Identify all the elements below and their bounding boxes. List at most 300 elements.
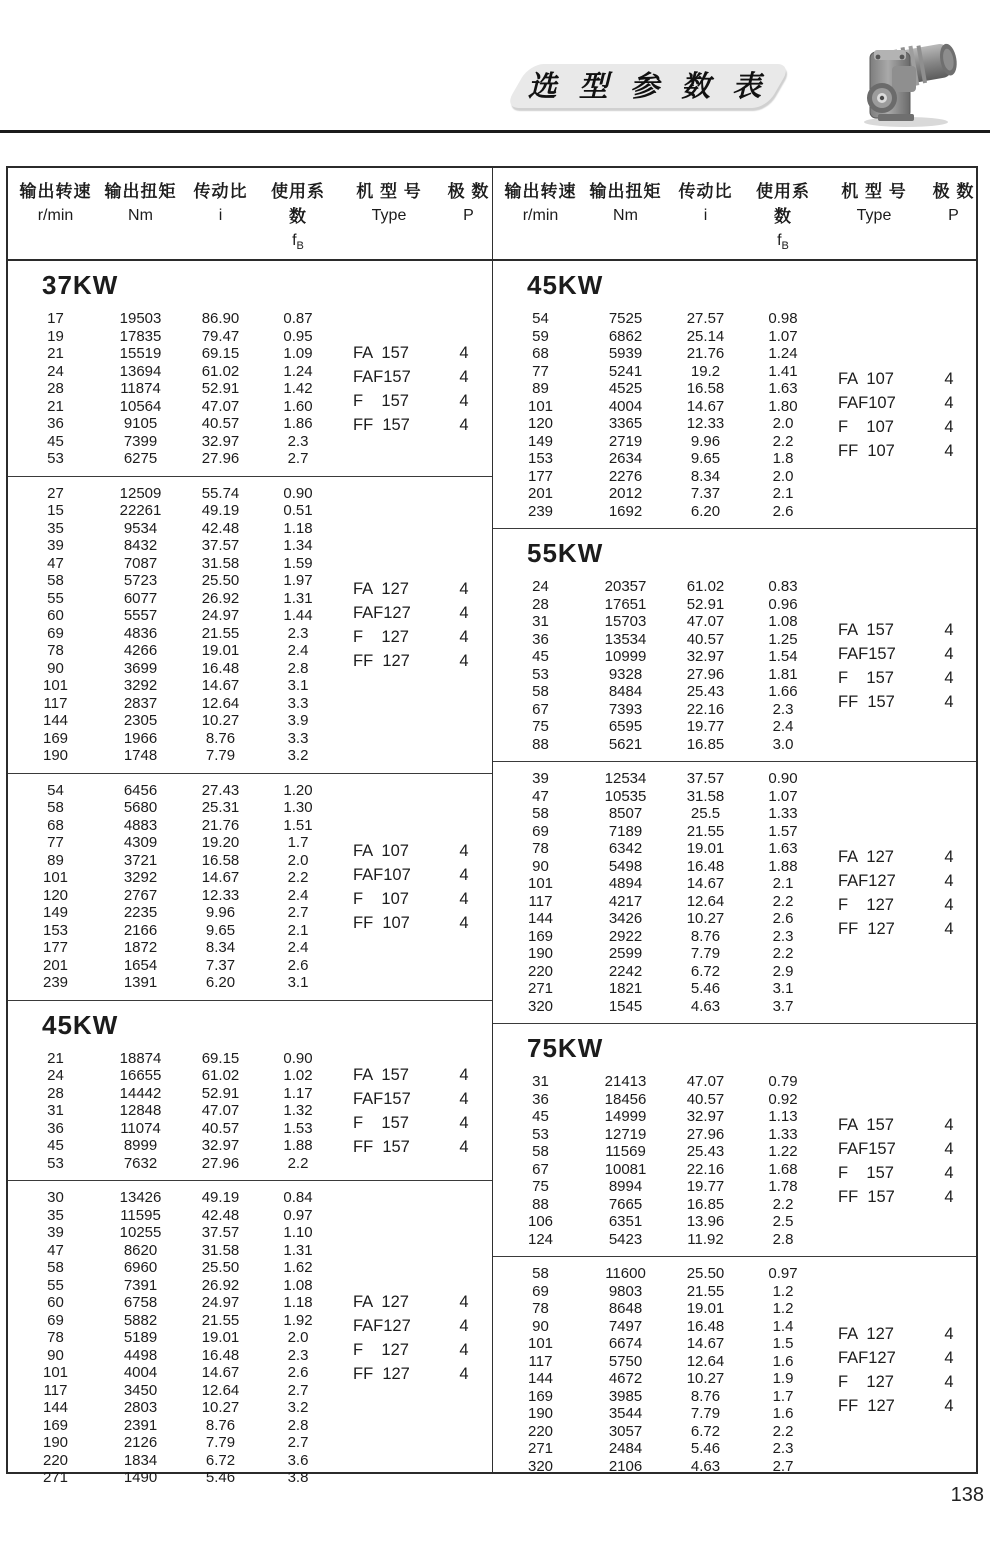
cell-value: 24.97 (201, 1294, 240, 1312)
cell-value: 27.43 (201, 781, 240, 799)
cell-value: 2.3 (287, 624, 309, 642)
table-row (8, 537, 333, 555)
data-rows (493, 770, 818, 1015)
type-row (838, 1394, 976, 1418)
cell-value: 2391 (123, 1416, 158, 1434)
table-row (8, 415, 333, 433)
cell-value: 1.86 (283, 415, 313, 433)
cell-value: 11.92 (687, 1230, 724, 1248)
cell-value: 117 (43, 1381, 68, 1399)
cell-value: 2837 (123, 694, 158, 712)
cell-value: 9.96 (690, 432, 721, 450)
table-row (8, 1224, 333, 1242)
cell-value: 1834 (123, 1451, 158, 1469)
cell-value: 1.57 (768, 822, 798, 840)
cell-value: 2.0 (772, 467, 794, 485)
type-label: FF 127 (353, 1364, 410, 1383)
type-row (353, 601, 492, 625)
table-row (8, 1242, 333, 1260)
pole-count: 4 (459, 841, 469, 860)
data-block (493, 1256, 976, 1483)
cell-value: 1.63 (768, 840, 798, 858)
cell-value: 58 (532, 1143, 549, 1161)
cell-value: 24 (47, 1067, 64, 1085)
table-row (8, 922, 333, 940)
cell-value: 0.79 (768, 1073, 798, 1091)
pole-count: 4 (944, 1349, 954, 1368)
cell-value: 3.1 (287, 677, 309, 695)
type-row (353, 839, 492, 863)
type-row (353, 341, 492, 365)
cell-value: 90 (532, 1317, 549, 1335)
cell-value: 6351 (608, 1213, 643, 1231)
cell-value: 3.0 (772, 735, 794, 753)
cell-value: 25.50 (201, 572, 240, 590)
type-label: F 157 (838, 668, 894, 687)
data-block (8, 302, 492, 476)
table-row (8, 1120, 333, 1138)
cell-value: 4309 (123, 834, 158, 852)
cell-value: 2.3 (772, 927, 794, 945)
type-row (838, 666, 976, 690)
cell-value: 88 (532, 735, 549, 753)
pole-count: 4 (944, 919, 954, 938)
cell-value: 40.57 (686, 630, 725, 648)
cell-value: 1.34 (283, 537, 313, 555)
cell-value: 1545 (608, 997, 643, 1015)
table-row (8, 799, 333, 817)
cell-value: 25.31 (201, 799, 240, 817)
cell-value: 21.55 (201, 624, 240, 642)
table-row (493, 1196, 818, 1214)
cell-value: 271 (42, 1469, 69, 1487)
cell-value: 1.30 (283, 799, 313, 817)
table-row (8, 328, 333, 346)
pole-count: 4 (459, 1340, 469, 1359)
type-label: FAF107 (353, 865, 411, 884)
cell-value: 117 (528, 892, 553, 910)
cell-value: 4004 (123, 1364, 158, 1382)
power-section-37kw (8, 261, 492, 1000)
table-row (493, 345, 818, 363)
cell-value: 12509 (119, 484, 162, 502)
table-row (493, 1300, 818, 1318)
cell-value: 0.98 (768, 310, 798, 328)
cell-value: 1.20 (283, 781, 313, 799)
table-row (493, 1458, 818, 1476)
column-header-en: P (948, 207, 959, 224)
cell-value: 31 (532, 1073, 549, 1091)
cell-value: 169 (527, 927, 554, 945)
cell-value: 2.2 (772, 1195, 794, 1213)
column-header-en: Nm (128, 207, 153, 224)
cell-value: 40.57 (201, 415, 240, 433)
cell-value: 15 (47, 502, 64, 520)
table-row (8, 485, 333, 503)
type-label: FA 127 (838, 847, 894, 866)
table-row (493, 1231, 818, 1249)
pole-count: 4 (944, 620, 954, 639)
data-block (8, 1042, 492, 1181)
column-header (178, 177, 263, 252)
cell-value: 2.5 (772, 1213, 794, 1231)
type-label: FAF127 (353, 603, 411, 622)
cell-value: 16.85 (686, 1195, 725, 1213)
cell-value: 25.50 (686, 1265, 725, 1283)
cell-value: 47.07 (686, 1073, 725, 1091)
table-row (493, 1318, 818, 1336)
table-row (8, 1277, 333, 1295)
cell-value: 27.57 (686, 310, 725, 328)
pole-count: 4 (944, 1139, 954, 1158)
type-label: FF 157 (353, 1137, 410, 1156)
cell-value: 1.07 (768, 787, 798, 805)
type-row (353, 1362, 492, 1386)
cell-value: 69 (47, 1311, 64, 1329)
table-row (493, 450, 818, 468)
cell-value: 9328 (608, 665, 643, 683)
type-row (838, 642, 976, 666)
cell-value: 7632 (123, 1154, 158, 1172)
cell-value: 45 (532, 1108, 549, 1126)
cell-value: 2767 (123, 886, 158, 904)
cell-value: 5498 (608, 857, 643, 875)
table-row (493, 998, 818, 1016)
table-row (8, 1469, 333, 1487)
type-label: FAF157 (353, 1089, 411, 1108)
table-row (493, 1283, 818, 1301)
pole-count: 4 (944, 442, 954, 461)
cell-value: 2.6 (287, 1364, 309, 1382)
cell-value: 14.67 (201, 1364, 240, 1382)
cell-value: 21 (47, 345, 64, 363)
column-header (263, 177, 333, 252)
cell-value: 7391 (123, 1276, 158, 1294)
table-row (8, 1155, 333, 1173)
cell-value: 7.79 (690, 1405, 721, 1423)
cell-value: 1.9 (772, 1370, 794, 1388)
cell-value: 7.79 (690, 945, 721, 963)
data-rows (493, 1265, 818, 1475)
cell-value: 11074 (120, 1119, 161, 1137)
table-row (493, 980, 818, 998)
cell-value: 30 (47, 1189, 64, 1207)
table-row (8, 1312, 333, 1330)
cell-value: 3.6 (287, 1451, 309, 1469)
table-row (8, 1294, 333, 1312)
table-row (493, 433, 818, 451)
cell-value: 0.90 (283, 1049, 313, 1067)
cell-value: 4836 (123, 624, 158, 642)
cell-value: 20357 (604, 578, 647, 596)
cell-value: 53 (47, 450, 64, 468)
table-row (8, 1189, 333, 1207)
cell-value: 22.16 (686, 1160, 725, 1178)
data-rows (493, 578, 818, 753)
table-row (493, 875, 818, 893)
title-banner (505, 64, 790, 110)
table-row (493, 1213, 818, 1231)
column-header-cn: 输出扭矩 (104, 182, 177, 201)
type-label: F 127 (838, 1373, 894, 1392)
cell-value: 89 (47, 851, 64, 869)
type-row (838, 618, 976, 642)
table-row (8, 363, 333, 381)
cell-value: 2.2 (772, 1422, 794, 1440)
column-header-cn: 传动比 (193, 182, 248, 201)
type-list (333, 341, 492, 437)
cell-value: 25.50 (201, 1259, 240, 1277)
type-row (353, 1290, 492, 1314)
table-row (8, 712, 333, 730)
table-row (493, 1440, 818, 1458)
cell-value: 169 (527, 1387, 554, 1405)
column-header (103, 177, 178, 252)
pole-count: 4 (944, 1163, 954, 1182)
cell-value: 2.0 (772, 415, 794, 433)
table-row (8, 817, 333, 835)
cell-value: 2.7 (287, 1381, 309, 1399)
column-header-cn: 极 数 (447, 182, 490, 201)
cell-value: 0.97 (768, 1265, 798, 1283)
table-row (493, 945, 818, 963)
data-block (8, 1180, 492, 1495)
cell-value: 52.91 (201, 380, 240, 398)
pole-count: 4 (944, 394, 954, 413)
power-section-45kw (493, 261, 976, 528)
cell-value: 19 (47, 327, 64, 345)
cell-value: 22.16 (686, 700, 725, 718)
cell-value: 7665 (608, 1195, 643, 1213)
pole-count: 4 (944, 1397, 954, 1416)
table-row (8, 590, 333, 608)
cell-value: 47.07 (201, 1102, 240, 1120)
cell-value: 12848 (119, 1102, 162, 1120)
cell-value: 6.20 (205, 974, 236, 992)
column-header (333, 177, 445, 252)
data-block (493, 302, 976, 528)
cell-value: 25.5 (690, 805, 721, 823)
type-list (818, 1113, 976, 1209)
column-header (748, 177, 818, 252)
cell-value: 271 (527, 980, 554, 998)
cell-value: 7.79 (205, 747, 236, 765)
cell-value: 12.33 (201, 886, 240, 904)
cell-value: 8484 (608, 683, 643, 701)
cell-value: 0.87 (283, 310, 313, 328)
table-row (493, 1143, 818, 1161)
cell-value: 58 (532, 683, 549, 701)
table-column-right (492, 168, 976, 1475)
type-label: FF 107 (838, 442, 895, 461)
table-row (8, 450, 333, 468)
cell-value: 4883 (123, 816, 158, 834)
cell-value: 10.27 (686, 1370, 725, 1388)
table-row (8, 572, 333, 590)
cell-value: 52.91 (201, 1084, 240, 1102)
cell-value: 31 (47, 1102, 64, 1120)
cell-value: 6.72 (690, 962, 721, 980)
cell-value: 58 (47, 799, 64, 817)
power-section-label: 45KW (42, 1009, 119, 1040)
cell-value: 2166 (123, 921, 158, 939)
cell-value: 54 (47, 781, 64, 799)
cell-value: 1748 (123, 747, 158, 765)
table-row (493, 596, 818, 614)
type-label: FA 157 (353, 1065, 409, 1084)
cell-value: 1.78 (768, 1178, 798, 1196)
cell-value: 32.97 (686, 648, 725, 666)
table-row (8, 555, 333, 573)
table-row (493, 380, 818, 398)
cell-value: 6758 (123, 1294, 158, 1312)
table-row (493, 503, 818, 521)
table-row (8, 1259, 333, 1277)
cell-value: 239 (42, 974, 69, 992)
pole-count: 4 (944, 1325, 954, 1344)
type-label: FF 127 (838, 919, 895, 938)
data-rows (8, 782, 333, 992)
cell-value: 14.67 (201, 677, 240, 695)
pole-count: 4 (944, 1115, 954, 1134)
cell-value: 3057 (608, 1422, 643, 1440)
cell-value: 0.84 (283, 1189, 313, 1207)
cell-value: 2.4 (287, 939, 309, 957)
table-row (493, 1335, 818, 1353)
cell-value: 45 (532, 648, 549, 666)
cell-value: 1.08 (283, 1276, 313, 1294)
cell-value: 2106 (608, 1457, 643, 1475)
cell-value: 2.2 (772, 945, 794, 963)
table-row (8, 1434, 333, 1452)
type-label: FAF157 (838, 1139, 896, 1158)
table-row (8, 625, 333, 643)
cell-value: 2922 (608, 927, 643, 945)
table-row (8, 939, 333, 957)
cell-value: 28 (532, 595, 549, 613)
cell-value: 8994 (608, 1178, 643, 1196)
cell-value: 3292 (123, 677, 158, 695)
cell-value: 2.4 (287, 886, 309, 904)
table-row (493, 613, 818, 631)
cell-value: 12.64 (201, 1381, 240, 1399)
table-row (493, 1423, 818, 1441)
cell-value: 21.55 (686, 822, 725, 840)
cell-value: 3.1 (287, 974, 309, 992)
page-number: 138 (950, 1484, 984, 1506)
cell-value: 10535 (604, 787, 647, 805)
table-row (493, 736, 818, 754)
cell-value: 11569 (605, 1143, 646, 1161)
cell-value: 6342 (608, 840, 643, 858)
cell-value: 8.76 (205, 1416, 236, 1434)
table-row (8, 1085, 333, 1103)
cell-value: 2242 (608, 962, 643, 980)
cell-value: 149 (42, 904, 69, 922)
cell-value: 101 (527, 397, 554, 415)
cell-value: 4.63 (690, 997, 721, 1015)
pole-count: 4 (459, 651, 469, 670)
cell-value: 2.4 (287, 642, 309, 660)
table-row (8, 782, 333, 800)
cell-value: 6.72 (690, 1422, 721, 1440)
cell-value: 220 (42, 1451, 69, 1469)
cell-value: 2.3 (772, 700, 794, 718)
cell-value: 58 (47, 1259, 64, 1277)
cell-value: 58 (532, 1265, 549, 1283)
cell-value: 61.02 (686, 578, 725, 596)
cell-value: 21.55 (201, 1311, 240, 1329)
cell-value: 61.02 (201, 1067, 240, 1085)
cell-value: 5680 (123, 799, 158, 817)
cell-value: 10.27 (201, 712, 240, 730)
cell-value: 59 (532, 327, 549, 345)
power-section-45kw (8, 1000, 492, 1495)
cell-value: 55.74 (201, 484, 240, 502)
cell-value: 120 (527, 415, 554, 433)
cell-value: 4894 (608, 875, 643, 893)
cell-value: 25.14 (686, 327, 725, 345)
cell-value: 0.95 (283, 327, 313, 345)
column-header-en: Nm (613, 207, 638, 224)
cell-value: 61.02 (201, 362, 240, 380)
table-row (493, 328, 818, 346)
cell-value: 12.33 (686, 415, 725, 433)
type-row (838, 1346, 976, 1370)
table-row (493, 485, 818, 503)
cell-value: 7.37 (690, 485, 721, 503)
type-label: F 107 (838, 418, 894, 437)
cell-value: 7.79 (205, 1434, 236, 1452)
cell-value: 1654 (123, 956, 158, 974)
cell-value: 67 (532, 1160, 549, 1178)
cell-value: 0.97 (283, 1206, 313, 1224)
type-row (353, 1338, 492, 1362)
table-row (493, 963, 818, 981)
type-row (353, 887, 492, 911)
cell-value: 37.57 (201, 537, 240, 555)
table-row (493, 1405, 818, 1423)
table-row (8, 869, 333, 887)
column-header-en: Type (856, 207, 892, 224)
table-row (8, 607, 333, 625)
cell-value: 11600 (605, 1265, 646, 1283)
pole-count: 4 (459, 865, 469, 884)
cell-value: 40.57 (201, 1119, 240, 1137)
cell-value: 8507 (608, 805, 643, 823)
cell-value: 2.0 (287, 1329, 309, 1347)
cell-value: 2.1 (772, 485, 794, 503)
table-row (8, 1364, 333, 1382)
pole-count: 4 (459, 1113, 469, 1132)
cell-value: 0.90 (283, 484, 313, 502)
cell-value: 90 (532, 857, 549, 875)
cell-value: 8999 (123, 1137, 158, 1155)
cell-value: 2276 (608, 467, 643, 485)
cell-value: 0.96 (768, 595, 798, 613)
cell-value: 9.65 (205, 921, 236, 939)
cell-value: 1.22 (768, 1143, 798, 1161)
cell-value: 21 (47, 397, 64, 415)
type-row (353, 1063, 492, 1087)
table-row (493, 858, 818, 876)
cell-value: 2.8 (287, 1416, 309, 1434)
cell-value: 3426 (608, 910, 643, 928)
cell-value: 16.48 (201, 659, 240, 677)
power-section-label: 55KW (527, 538, 604, 569)
cell-value: 15519 (119, 345, 162, 363)
cell-value: 1.54 (768, 648, 798, 666)
